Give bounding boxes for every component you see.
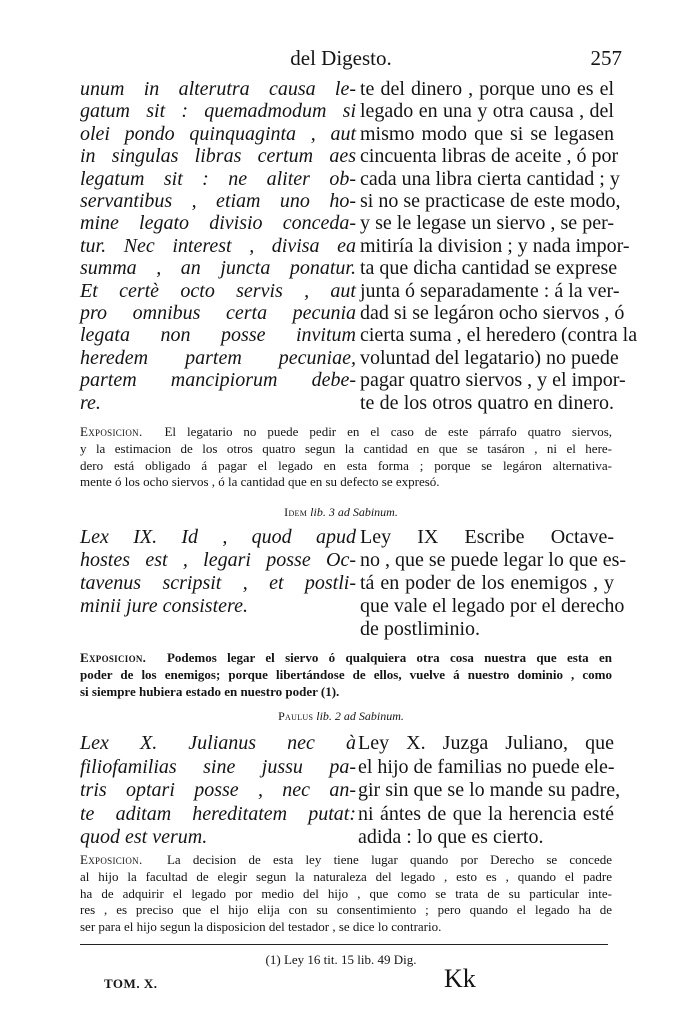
latin-line: tris optari posse , nec an- <box>80 779 356 801</box>
exposicion-label: Exposicion. <box>80 424 143 439</box>
latin-line: servantibus , etiam uno ho- <box>80 190 356 213</box>
spanish-line: de postliminio. <box>360 618 480 640</box>
source-ref: lib. 3 ad Sabinum. <box>310 505 398 519</box>
spanish-line: legado en una y otra causa , del <box>360 100 614 123</box>
spanish-line: mitiría la division ; y nada impor- <box>360 234 630 257</box>
exposicion-line: res , es preciso que el hijo elija con su consentimiento ; pero quando el legado ha de <box>80 902 612 918</box>
signature-mark: Kk <box>444 964 476 993</box>
spanish-line: que vale el legado por el derecho <box>360 595 625 617</box>
spanish-line: cincuenta libras de aceite , ó por <box>360 145 619 168</box>
exposicion-line: Exposicion. La decision de esta ley tiene lugar quando por Derecho se concede <box>80 852 612 867</box>
latin-line: Lex IX. Id , quod apud <box>80 526 356 548</box>
exposicion-2 <box>80 650 612 700</box>
spanish-line: Ley IX Escribe Octave- <box>360 526 614 548</box>
latin-column-3 <box>80 732 356 850</box>
footnote-divider <box>80 944 608 945</box>
running-title: del Digesto. <box>290 46 392 70</box>
latin-line: tavenus scripsit , et postli- <box>80 572 356 594</box>
latin-line: unum in alterutra causa le- <box>80 78 356 100</box>
spanish-line: ni ántes de que la herencia esté <box>358 802 614 825</box>
spanish-line: cada una libra cierta cantidad ; y <box>360 167 620 190</box>
latin-line: legatum sit : ne aliter ob- <box>80 167 356 190</box>
spanish-line: el hijo de familias no puede ele- <box>358 755 615 778</box>
exposicion-line: al hijo la facultad de elegir segun la naturaleza del legado , esto es , quando el padre <box>80 868 612 884</box>
spanish-line: pagar quatro siervos , y el impor- <box>360 369 626 392</box>
spanish-line: Ley X. Juzga Juliano, que <box>358 732 614 754</box>
spanish-line: dad si se legáron ocho siervos , ó <box>360 302 625 325</box>
exposicion-label: Exposicion. <box>80 650 147 665</box>
footnote: (1) Ley 16 tit. 15 lib. 49 Dig. <box>265 952 417 967</box>
latin-line: te aditam hereditatem putat: <box>80 802 356 825</box>
latin-line: olei pondo quinquaginta , aut <box>80 122 356 145</box>
latin-line: legata non posse invitum <box>80 324 356 347</box>
exposicion-line: poder de los enemigos; porque libertándose de ellos, vuelve á nuestro dominio , como <box>80 666 612 682</box>
volume-signature: TOM. X. <box>104 976 158 991</box>
exposicion-line: si siempre hubiera estado en nuestro poder (1). <box>80 683 340 699</box>
page-number: 257 <box>590 46 622 70</box>
exposicion-line: ha de adquirir el legado por medio del hijo , que como se trata de su particular inte- <box>80 885 612 901</box>
page-header <box>0 44 682 74</box>
exposicion-label: Exposicion. <box>80 852 143 867</box>
exposicion-line: Exposicion. El legatario no puede pedir en el caso de este párrafo quatro siervos, <box>80 424 612 439</box>
exposicion-line: Exposicion. Podemos legar el siervo ó qualquiera otra cosa nuestra que esta en <box>80 650 612 665</box>
latin-line: partem mancipiorum debe- <box>80 369 356 392</box>
spanish-column-2 <box>360 526 627 641</box>
spanish-column-3 <box>358 732 621 850</box>
exposicion-3 <box>80 852 612 936</box>
spanish-line: adida : lo que es cierto. <box>358 826 544 848</box>
exposicion-1 <box>80 424 612 491</box>
spanish-line: voluntad del legatario) no puede <box>360 346 619 369</box>
latin-line: mine legato divisio conceda- <box>80 212 356 235</box>
spanish-line: te del dinero , porque uno es el <box>360 78 614 100</box>
latin-line: re. <box>80 391 101 414</box>
spanish-line: no , que se puede legar lo que es- <box>360 549 627 571</box>
latin-line: quod est verum. <box>80 826 208 848</box>
spanish-line: si no se practicase de este modo, <box>360 190 621 213</box>
source-author: Idem <box>284 505 308 519</box>
spanish-line: te de los otros quatro en dinero. <box>360 391 614 414</box>
latin-line: heredem partem pecuniae, <box>80 346 356 369</box>
spanish-line: mismo modo que si se legasen <box>360 122 614 145</box>
latin-line: pro omnibus certa pecunia <box>80 302 356 325</box>
source-ref: lib. 2 ad Sabinum. <box>316 709 404 723</box>
latin-line: tur. Nec interest , divisa ea <box>80 234 356 257</box>
spanish-line: junta ó separadamente : á la ver- <box>360 279 620 302</box>
latin-line: minii jure consistere. <box>80 595 248 617</box>
latin-line: Lex X. Julianus nec à <box>80 732 356 754</box>
spanish-line: cierta suma , el heredero (contra la <box>360 324 638 347</box>
spanish-column-1 <box>360 78 638 414</box>
spanish-line: y se le legase un siervo , se per- <box>360 212 614 235</box>
spanish-line: tá en poder de los enemigos , y <box>360 572 614 594</box>
latin-line: Et certè octo servis , aut <box>80 279 356 302</box>
latin-line: in singulas libras certum aes <box>80 145 356 168</box>
source-citation <box>0 709 682 724</box>
exposicion-line: mente ó los ocho siervos , ó la cantidad que en su defecto se expresó. <box>80 474 440 490</box>
source-citation <box>0 505 682 520</box>
latin-line: hostes est , legari posse Oc- <box>80 549 356 571</box>
exposicion-line: y la estimacion de los otros quatro segun la cantidad en que se tasáron , ni el here- <box>80 440 612 456</box>
latin-line: filiofamilias sine jussu pa- <box>80 755 356 778</box>
source-author: Paulus <box>278 709 314 723</box>
spanish-line: ta que dicha cantidad se exprese <box>360 257 618 280</box>
exposicion-line: dero está obligado á pagar el legado en esta forma ; porque se legáron alternativa- <box>80 457 612 473</box>
latin-column-1 <box>80 78 356 414</box>
latin-line: summa , an juncta ponatur. <box>80 257 356 280</box>
latin-column-2 <box>80 526 356 618</box>
latin-line: gatum sit : quemadmodum si <box>80 100 356 123</box>
exposicion-line: ser para el hijo segun la disposicion del testador , se dice lo contrario. <box>80 919 442 935</box>
spanish-line: gir sin que se lo mande su padre, <box>358 779 621 801</box>
